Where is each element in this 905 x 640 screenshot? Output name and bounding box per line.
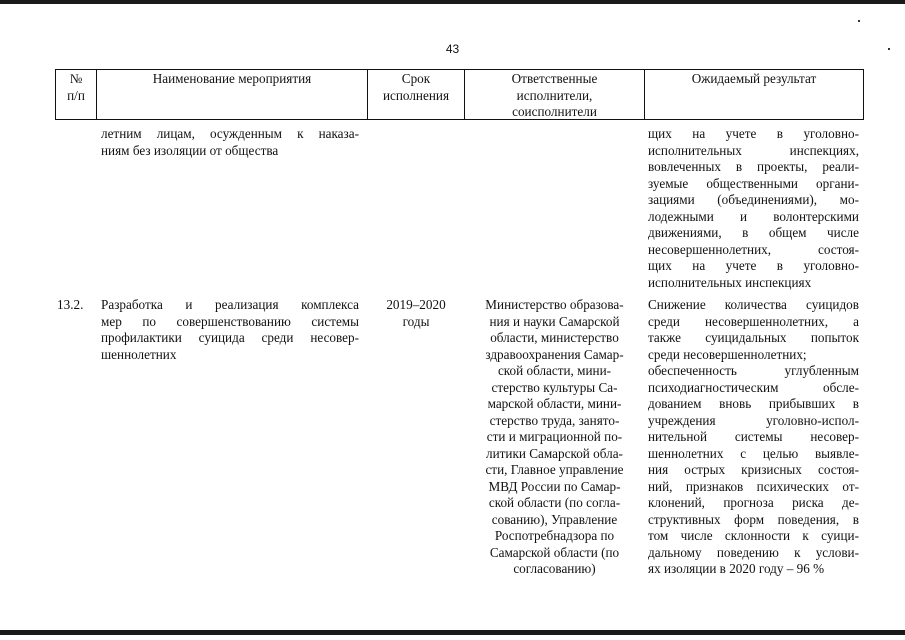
header-deadline: Срок исполнения: [382, 71, 450, 103]
header-result: Ожидаемый результат: [691, 71, 817, 86]
row-responsible: Министерство образова- ния и науки Самарской области, министерство здравоохранения Самар- ской области, мини- стерство культуры Са- марской области, мини- стерство труда, занято- сти и миграционной по- литики Самарской обла- сти, Главное управление МВД России по Самар- ской области (по согла- сованию), Управление Роспотребнадзора по Самарской области (по согласованию): [485, 297, 624, 576]
scan-speck: [858, 20, 860, 22]
row-deadline: 2019–2020 годы: [386, 297, 446, 329]
header-bottom-rule: [55, 119, 864, 120]
scan-top-edge: [0, 0, 905, 4]
header-name: Наименование мероприятия: [152, 71, 312, 86]
page-number: 43: [445, 42, 460, 56]
header-num: № п/п: [67, 71, 85, 103]
scan-bottom-edge: [0, 630, 905, 635]
row-name: Разработка и реализация комплекса мер по совершенствованию системы профилактики суицида среди несовер- шеннолетних: [101, 297, 359, 362]
header-responsible: Ответственные исполнители, соисполнители: [511, 71, 598, 119]
row-result: Снижение количества суицидов среди несовершеннолетних, а также суицидальных попыток среди несовершеннолетних; обеспеченность углубленным психодиагностическим обсле- дованием вновь прибывших в учреждения уголовно-испол- нительной системы несовер- шеннолетних с целью выявле- ния острых кризисных состоя- ний, признаков психических от- клонений, прогноза риска де- структивных форм поведения, в том числе склонности к суици- дальному поведению к услови- ях изоляции в 2020 году – 96 %: [648, 297, 859, 576]
header-top-rule: [55, 69, 864, 70]
continuation-name: летним лицам, осужденным к наказа- ниям без изоляции от общества: [101, 126, 359, 158]
row-number: 13.2.: [57, 297, 84, 312]
header-divider: [863, 69, 864, 120]
continuation-result: щих на учете в уголовно- исполнительных инспекциях, вовлеченных в проекты, реали- зуемые общественными органи- зациями (объединениями), мо- лодежными и волонтерскими движениями, в общем числе несовершеннолетних, состоя- щих на учете в уголовно- исполнительных инспекциях: [648, 126, 859, 290]
